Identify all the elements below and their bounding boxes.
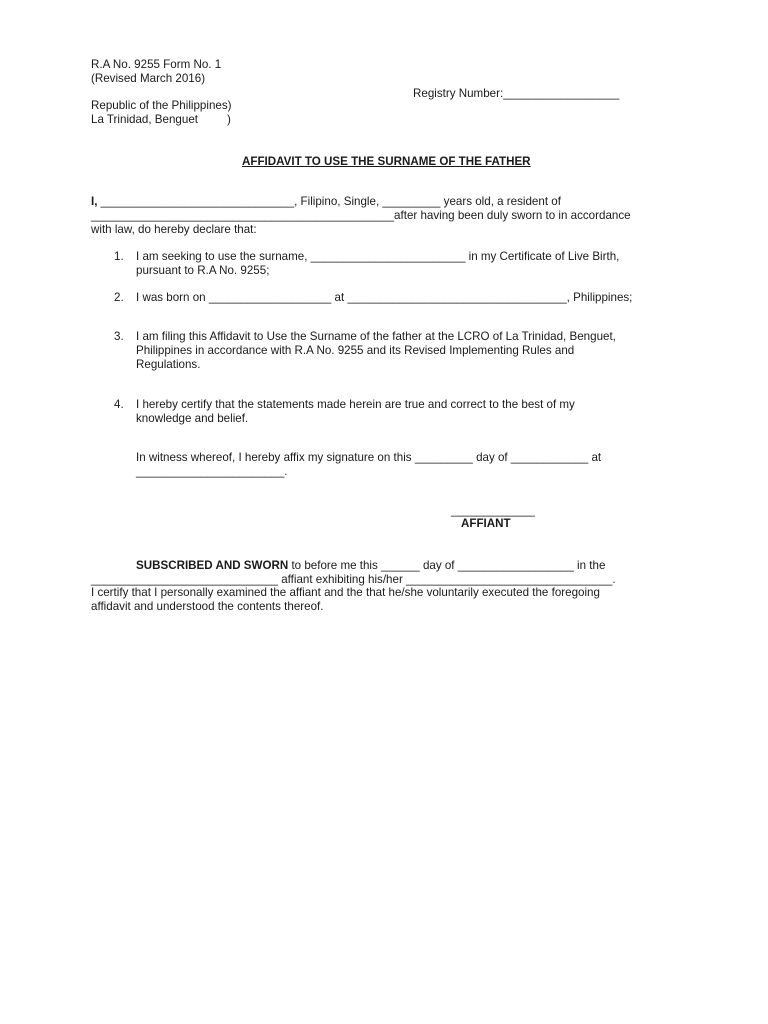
item-3-number: 3. [114, 330, 124, 343]
republic-line: Republic of the Philippines) [91, 99, 232, 112]
sworn-line-3: I certify that I personally examined the affiant and the that he/she voluntarily executed the foregoing [91, 586, 600, 599]
registry-number-blank: __________________ [503, 87, 620, 100]
intro-i: I, [91, 195, 98, 208]
item-4-number: 4. [114, 398, 124, 411]
item-3-line-2: Philippines in accordance with R.A No. 9255 and its Revised Implementing Rules and [136, 344, 575, 357]
sworn-bold: SUBSCRIBED AND SWORN [136, 559, 289, 572]
form-number: R.A No. 9255 Form No. 1 [91, 58, 222, 71]
intro-line-2: _______________________________________________after having been duly sworn to in accordance [91, 209, 631, 222]
signature-line: _____________ [451, 504, 535, 517]
intro-line-3: with law, do hereby declare that: [91, 223, 257, 236]
item-4-line-1: I hereby certify that the statements made herein are true and correct to the best of my [136, 398, 575, 411]
item-2-number: 2. [114, 291, 124, 304]
item-1-line-2: pursuant to R.A No. 9255; [136, 264, 270, 277]
location-line: La Trinidad, Benguet ) [91, 113, 231, 126]
item-1-line-1: I am seeking to use the surname, ________________________ in my Certificate of Live Birth, [136, 250, 620, 263]
item-3-line-1: I am filing this Affidavit to Use the Surname of the father at the LCRO of La Trinidad, Benguet, [136, 330, 616, 343]
document-title: AFFIDAVIT TO USE THE SURNAME OF THE FATHER [242, 155, 531, 168]
sworn-line-1 [136, 559, 605, 573]
item-1-number: 1. [114, 250, 124, 263]
registry-number-field [413, 87, 619, 101]
item-3-line-3: Regulations. [136, 358, 201, 371]
witness-line-2: _______________________. [136, 465, 288, 478]
sworn-line-1-rest: to before me this ______ day of __________________ in the [288, 559, 606, 572]
revised-date: (Revised March 2016) [91, 72, 206, 85]
affiant-label: AFFIANT [461, 517, 511, 530]
item-2-line-1: I was born on ___________________ at __________________________________, Philippines; [136, 291, 633, 304]
registry-number-label: Registry Number: [413, 87, 504, 100]
witness-line-1: In witness whereof, I hereby affix my signature on this _________ day of ____________ at [136, 451, 602, 464]
sworn-line-2: _____________________________ affiant exhibiting his/her ________________________________. [91, 573, 616, 586]
sworn-line-4: affidavit and understood the contents thereof. [91, 600, 324, 613]
intro-line-1 [91, 195, 561, 209]
item-4-line-2: knowledge and belief. [136, 412, 249, 425]
intro-line-1-rest: ______________________________, Filipino, Single, _________ years old, a resident of [97, 195, 561, 208]
